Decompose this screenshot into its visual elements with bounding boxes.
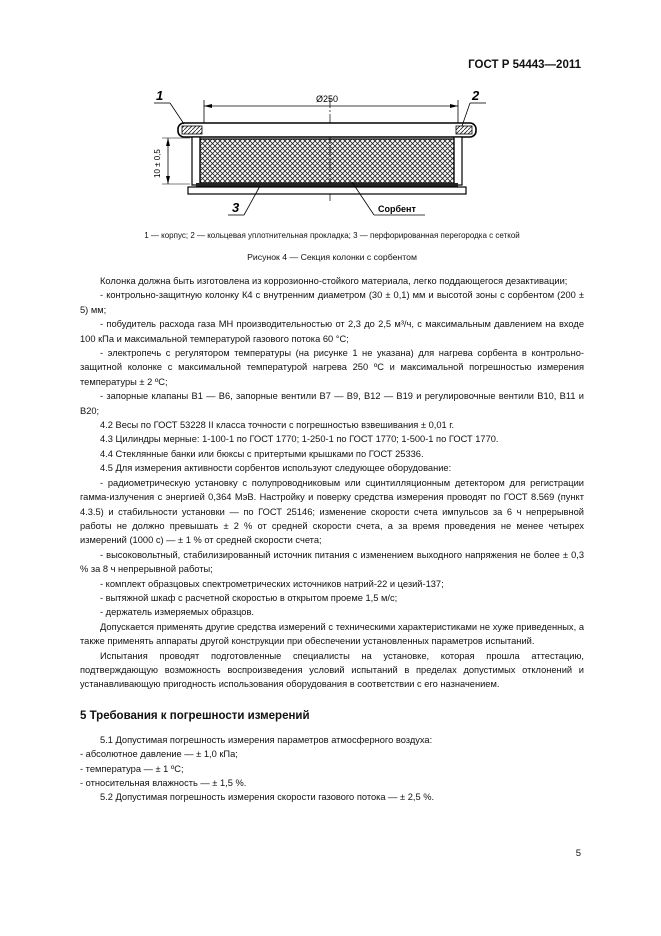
section-5-heading: 5 Требования к погрешности измерений [80, 709, 310, 722]
height-label: 10 ± 0,5 [153, 149, 162, 178]
paragraph: 4.3 Цилиндры мерные: 1-100-1 по ГОСТ 1770; 1-250-1 по ГОСТ 1770; 1-500-1 по ГОСТ 1770. [100, 434, 499, 445]
paragraph-list [80, 274, 584, 692]
paragraph: 4.4 Стеклянные банки или бюксы с притертыми крышками по ГОСТ 25336. [100, 448, 424, 459]
callout-1: 1 [156, 88, 164, 103]
paragraph: 4.2 Весы по ГОСТ 53228 II класса точности с погрешностью взвешивания ± 0,01 г. [100, 420, 455, 431]
figure-column-section [140, 86, 500, 226]
section-5-items [80, 733, 584, 805]
sorbent-bed [200, 139, 454, 183]
paragraph: Испытания проводят подготовленные специалисты на установке, которая прошла аттестацию, подтверждающую возможность воспроизведения условий испытаний в пределах допустимых отклонений и устанавливающую пригодность использования оборудования в соответствии с его назначением. [80, 650, 584, 690]
paragraph: - держатель измеряемых образцов. [100, 607, 254, 618]
paragraph: - вытяжной шкаф с расчетной скоростью в открытом проеме 1,5 м/с; [100, 592, 398, 603]
callout-3: 3 [232, 200, 240, 215]
housing-wall-right [454, 137, 462, 185]
paragraph: 5.1 Допустимая погрешность измерения параметров атмосферного воздуха: [100, 734, 433, 745]
paragraph: - комплект образцовых спектрометрических источников натрий-22 и цезий-137; [100, 578, 444, 589]
paragraph: - относительная влажность — ± 1,5 %. [80, 778, 247, 788]
column-section-drawing [140, 86, 500, 226]
paragraph: - электропечь с регулятором температуры (на рисунке 1 не указана) для нагрева сорбента в контрольно-защитной колонке с максимальной температурой нагрева 250 ºС и максимальной погрешностью измерения температуры ± 2 ºС; [80, 348, 584, 387]
bottom-flange [188, 187, 466, 194]
dimension-label: Ø250 [316, 94, 339, 104]
paragraph: - побудитель расхода газа МН производительностью от 2,3 до 2,5 м³/ч, с максимальным давлением на входе 100 кПа и максимальной температурой газового потока 60 °С; [80, 319, 584, 344]
paragraph: Допускается применять другие средства измерений с техническими характеристиками не хуже приведенных, а также применять аппараты другой конструкции при обеспечении установленных параметров испытаний. [80, 621, 584, 647]
paragraph: 4.5 Для измерения активности сорбентов используют следующее оборудование: [100, 463, 452, 474]
top-ring [178, 123, 476, 137]
paragraph: - запорные клапаны В1 — В6, запорные вентили В7 — В9, В12 — В19 и регулировочные вентили В10, В11 и В20; [80, 391, 584, 416]
page-number: 5 [575, 848, 581, 859]
document-id: ГОСТ Р 54443—2011 [468, 59, 581, 71]
body-text [80, 274, 584, 805]
perforated-partition [196, 183, 458, 187]
paragraph: - абсолютное давление — ± 1,0 кПа; [80, 749, 238, 760]
housing-wall-left [192, 137, 200, 185]
paragraph: 5.2 Допустимая погрешность измерения скорости газового потока — ± 2,5 %. [100, 792, 435, 803]
paragraph: - контрольно-защитную колонку К4 с внутренним диаметром (30 ± 0,1) мм и высотой зоны с сорбентом (200 ± 5) мм; [80, 290, 584, 315]
callout-2: 2 [472, 88, 480, 103]
paragraph: - высоковольтный, стабилизированный источник питания с изменением выходного напряжения не более ± 0,3 % за 8 ч непрерывной работы; [80, 549, 584, 575]
figure-legend: 1 — корпус; 2 — кольцевая уплотнительная прокладка; 3 — перфорированная перегородка с сеткой [144, 231, 520, 240]
figure-caption: Рисунок 4 — Секция колонки с сорбентом [247, 252, 417, 262]
paragraph: - радиометрическую установку с полупроводниковым или сцинтилляционным детектором для регистрации гамма-излучения с энергией 0,364 МэВ. Настройку и поверку средства измерения проводят по ГОСТ 8.569 (пункт 4.3.5) и стабильности установки — по ГОСТ 25146; изменение скорости счета импульсов за 6 ч непрерывной работы не должно превышать ± 2 % от средней скорости счета, а за время проведения не менее четырех измерений (1000 с) — ± 1 % от средней скорости счета; [80, 477, 584, 546]
paragraph: - температура — ± 1 ºС; [80, 763, 184, 774]
sorbent-label: Сорбент [378, 204, 416, 214]
paragraph: Колонка должна быть изготовлена из коррозионно-стойкого материала, легко поддающегося дезактивации; [100, 276, 568, 286]
